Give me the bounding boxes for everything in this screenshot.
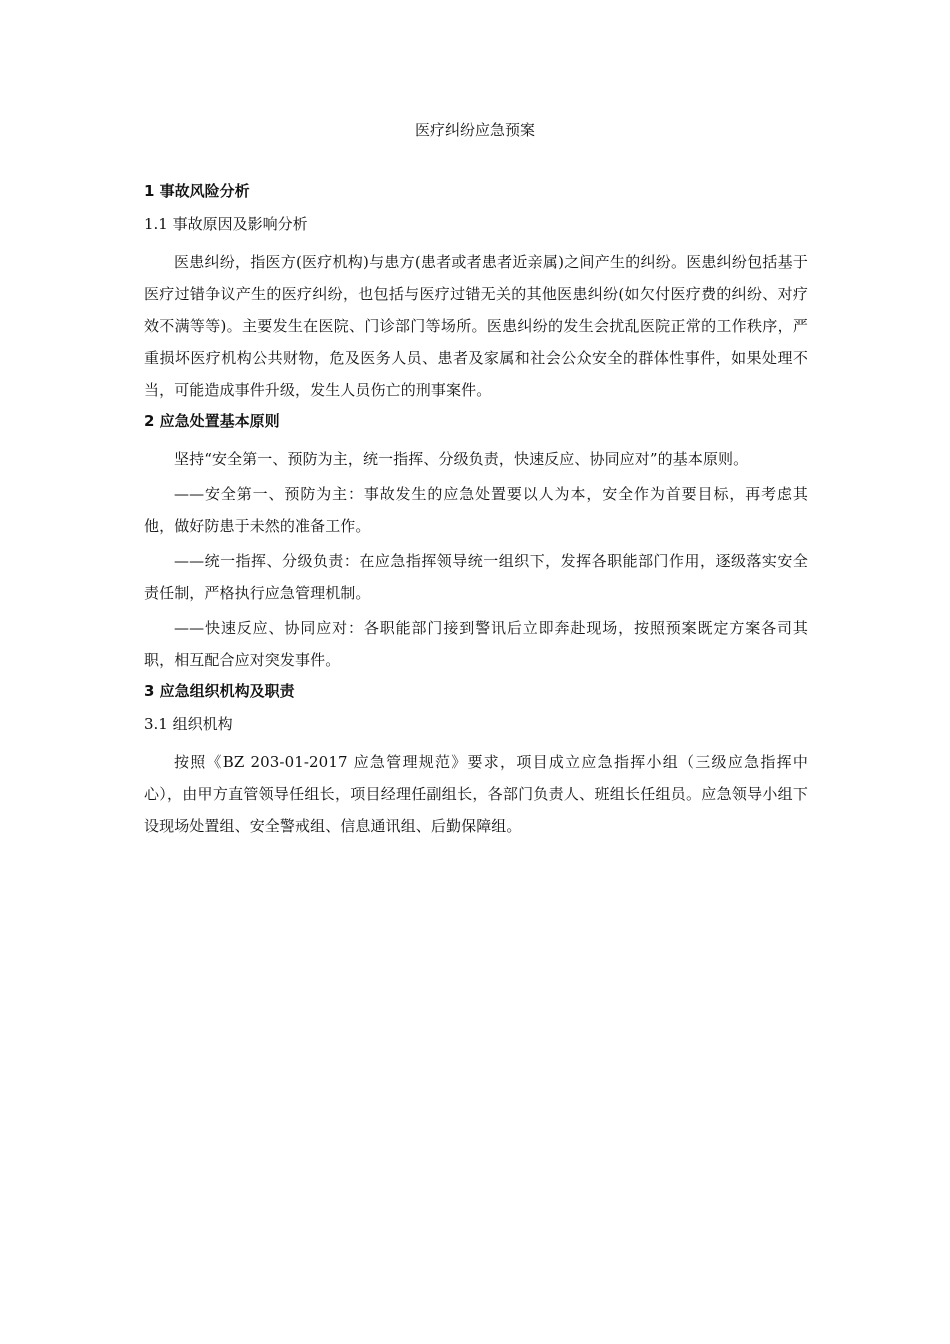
paragraph: 按照《BZ 203-01-2017 应急管理规范》要求，项目成立应急指挥小组（三级应急指挥中心），由甲方直管领导任组长，项目经理任副组长，各部门负责人、班组长任组员。应急领导小组下设现场处置组、安全警戒组、信息通讯组、后勤保障组。 bbox=[144, 753, 808, 835]
document-body bbox=[144, 180, 808, 845]
paragraph: 坚持“安全第一、预防为主，统一指挥、分级负责，快速反应、协同应对”的基本原则。 bbox=[174, 450, 749, 468]
paragraph: 医患纠纷，指医方(医疗机构)与患方(患者或者患者近亲属)之间产生的纠纷。医患纠纷包括基于医疗过错争议产生的医疗纠纷，也包括与医疗过错无关的其他医患纠纷(如欠付医疗费的纠纷、对疗效不满等等)。主要发生在医院、门诊部门等场所。医患纠纷的发生会扰乱医院正常的工作秩序，严重损坏医疗机构公共财物，危及医务人员、患者及家属和社会公众安全的群体性事件，如果处理不当，可能造成事件升级，发生人员伤亡的刑事案件。 bbox=[144, 253, 808, 399]
paragraph: ——统一指挥、分级负责：在应急指挥领导统一组织下，发挥各职能部门作用，逐级落实安全责任制，严格执行应急管理机制。 bbox=[144, 552, 808, 602]
section-heading: 2 应急处置基本原则 bbox=[144, 412, 280, 430]
paragraph: ——快速反应、协同应对：各职能部门接到警讯后立即奔赴现场，按照预案既定方案各司其职，相互配合应对突发事件。 bbox=[144, 619, 808, 669]
paragraph: ——安全第一、预防为主：事故发生的应急处置要以人为本，安全作为首要目标，再考虑其他，做好防患于未然的准备工作。 bbox=[144, 485, 808, 535]
subsection-heading: 1.1 事故原因及影响分析 bbox=[144, 215, 308, 233]
section-heading: 3 应急组织机构及职责 bbox=[144, 682, 295, 700]
document-title: 医疗纠纷应急预案 bbox=[414, 121, 535, 139]
subsection-heading: 3.1 组织机构 bbox=[144, 715, 233, 733]
section-heading: 1 事故风险分析 bbox=[144, 182, 250, 200]
